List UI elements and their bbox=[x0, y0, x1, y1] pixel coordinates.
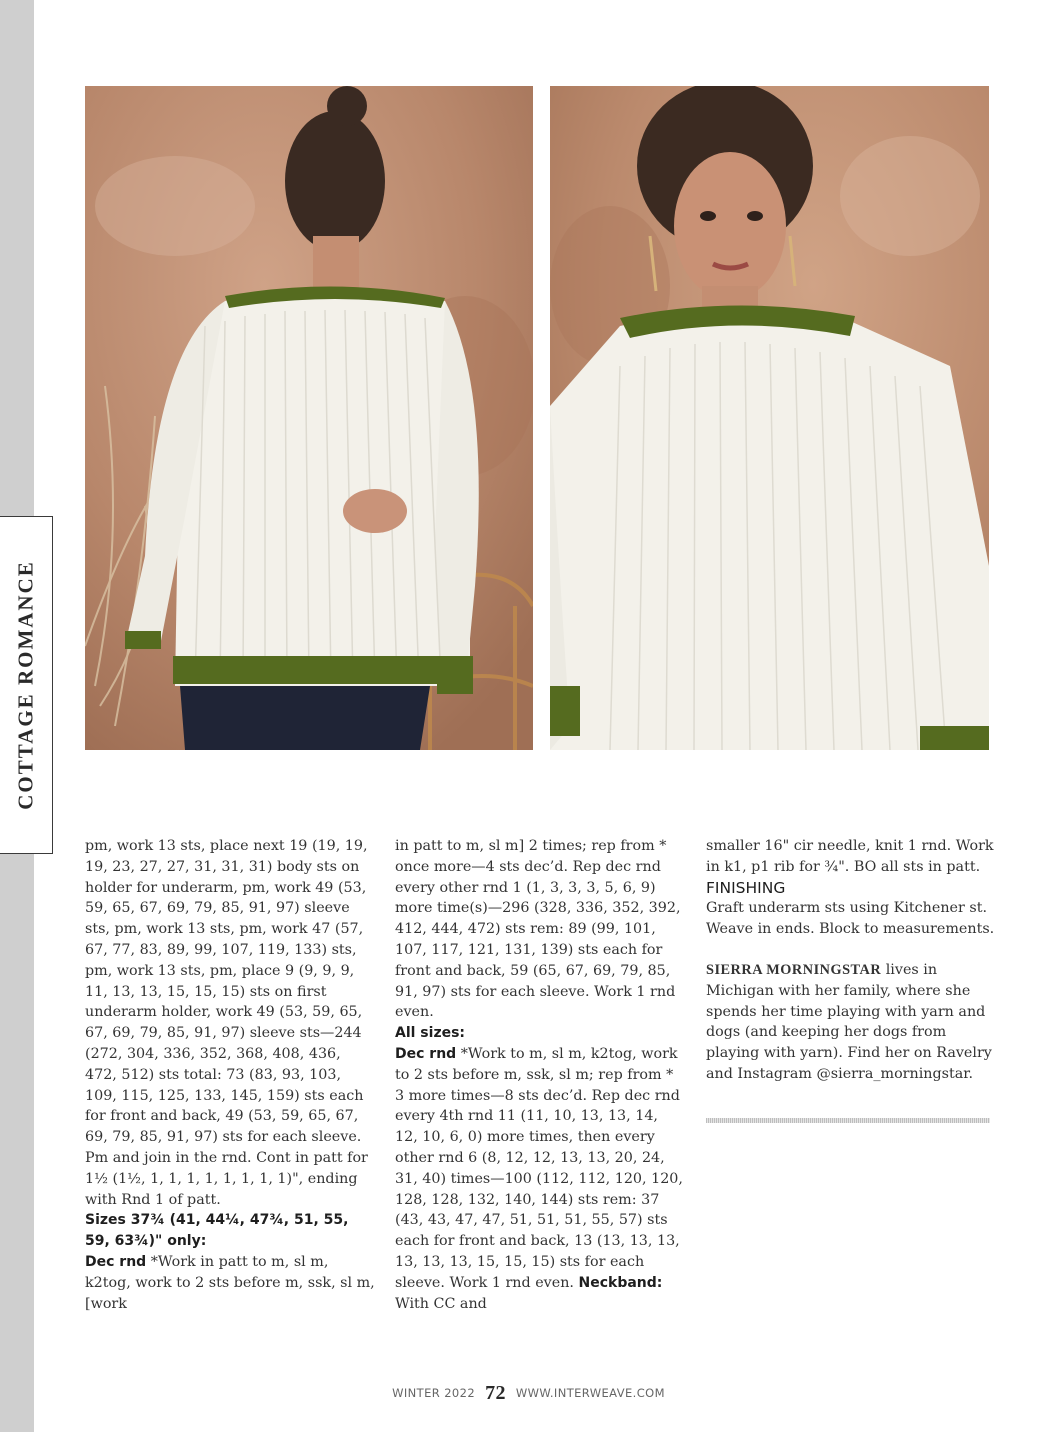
dec-rnd-text: *Work in patt to m, sl m, k2tog, work to 2 sts before m, ssk, sl m, [work bbox=[85, 1253, 375, 1312]
instructions-paragraph: smaller 16" cir needle, knit 1 rnd. Work in k1, p1 rib for ¾". BO all sts in patt. bbox=[706, 838, 994, 875]
text-column-3 bbox=[706, 836, 996, 1085]
designer-bio-text: lives in Michigan with her family, where she spends her time playing with yarn and dogs (and keeping her dogs from playing with yarn). Find her on Ravelry and Instagram @sierra_morningstar. bbox=[706, 961, 992, 1082]
dec-rnd-paragraph bbox=[395, 1044, 685, 1314]
designer-name: SIERRA MORNINGSTAR bbox=[706, 961, 882, 978]
neckband-label: Neckband: bbox=[578, 1274, 663, 1291]
text-column-1 bbox=[85, 836, 377, 1314]
text-column-2 bbox=[395, 836, 685, 1314]
instructions-paragraph: pm, work 13 sts, place next 19 (19, 19, 19, 23, 27, 27, 31, 31, 31) body sts on holder for underarm, pm, work 49 (53, 59, 65, 67, 69, 79, 85, 91, 97) sleeve sts, pm, work 13 sts, pm, work 47 (57, 67, 77, 83, 89, 99, 107, 119, 133) sts, pm, work 13 sts, pm, place 9 (9, 9, 9, 11, 13, 13, 15, 15, 15) sts on first underarm holder, work 49 (53, 59, 65, 67, 69, 79, 85, 91, 97) sleeve sts—244 (272, 304, 336, 352, 368, 408, 436, 472, 512) sts total: 73 (83, 93, 103, 109, 115, 125, 133, 145, 159) sts each for front and back, 49 (53, 59, 65, 67, 69, 79, 85, 91, 97) sts for each sleeve. Pm and join in the rnd. Cont in patt for 1½ (1½, 1, 1, 1, 1, 1, 1, 1, 1)", ending with Rnd 1 of patt. bbox=[85, 838, 368, 1208]
page-number: 72 bbox=[485, 1382, 506, 1404]
finishing-heading: FINISHING bbox=[706, 878, 786, 897]
instructions-paragraph: in patt to m, sl m] 2 times; rep from * once more—4 sts dec’d. Rep dec rnd every other rnd 1 (1, 3, 3, 3, 5, 6, 9) more time(s)—296 (328, 336, 352, 392, 412, 444, 472) sts rem: 89 (99, 101, 107, 117, 121, 131, 139) sts each for front and back, 59 (65, 67, 69, 79, 85, 91, 97) sts for each sleeve. Work 1 rnd even. bbox=[395, 838, 681, 1021]
dec-rnd-paragraph bbox=[85, 1252, 377, 1314]
sweater-front-view-photo bbox=[550, 86, 989, 750]
all-sizes-heading: All sizes: bbox=[395, 1025, 466, 1042]
finishing-paragraph: Graft underarm sts using Kitchener st. Weave in ends. Block to measurements. bbox=[706, 900, 995, 938]
bio-divider-rule bbox=[706, 1118, 990, 1123]
dec-rnd-label: Dec rnd bbox=[85, 1253, 147, 1270]
neckband-text: With CC and bbox=[395, 1295, 487, 1312]
sizes-heading: Sizes 37¾ (41, 44¼, 47¾, 51, 55, 59, 63¾)" only: bbox=[85, 1212, 349, 1250]
footer-issue: WINTER 2022 bbox=[392, 1386, 476, 1400]
section-tab-label: COTTAGE ROMANCE bbox=[13, 560, 38, 810]
dec-rnd-text: *Work to m, sl m, k2tog, work to 2 sts before m, ssk, sl m; rep from * 3 more times—8 sts dec’d. Rep dec rnd every 4th rnd 11 (11, 10, 13, 13, 14, 12, 10, 6, 0) more times, then every other rnd 6 (8, 12, 12, 13, 13, 20, 24, 31, 40) times—100 (112, 112, 120, 120, 128, 128, 132, 140, 144) sts rem: 37 (43, 43, 47, 47, 51, 51, 51, 55, 57) sts each for front and back, 13 (13, 13, 13, 13, 13, 13, 15, 15, 15) sts for each sleeve. Work 1 rnd even. bbox=[395, 1045, 683, 1291]
page-footer bbox=[0, 1380, 1057, 1403]
dec-rnd-label: Dec rnd bbox=[395, 1045, 457, 1062]
sweater-back-view-photo bbox=[85, 86, 533, 750]
designer-bio bbox=[706, 960, 996, 1085]
section-tab bbox=[0, 516, 53, 854]
footer-website: WWW.INTERWEAVE.COM bbox=[515, 1386, 665, 1400]
